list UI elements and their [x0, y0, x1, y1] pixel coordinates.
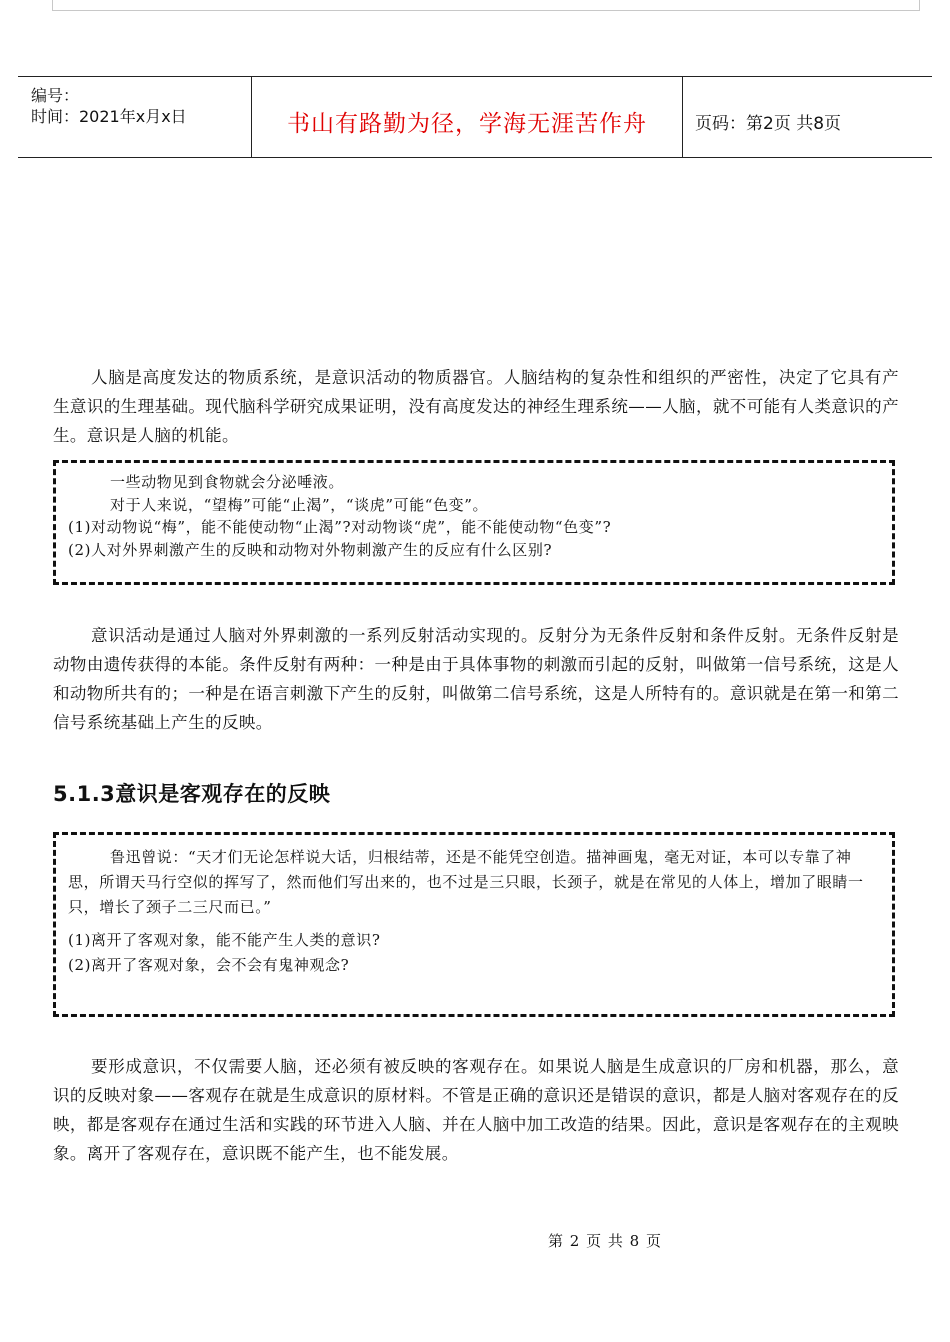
- header-motto-cell: [251, 77, 683, 157]
- paragraph-brain-organ: 人脑是高度发达的物质系统，是意识活动的物质器官。人脑结构的复杂性和组织的严密性，决定了它具有产生意识的生理基础。现代脑科学研究成果证明，没有高度发达的神经生理系统——人脑，就不可能有人类意识的产生。意识是人脑的机能。: [53, 368, 899, 445]
- paragraph-objective-existence: 要形成意识，不仅需要人脑，还必须有被反映的客观存在。如果说人脑是生成意识的厂房和机器，那么，意识的反映对象——客观存在就是生成意识的原材料。不管是正确的意识还是错误的意识，都是人脑对客观存在的反映，都是客观存在通过生活和实践的环节进入人脑、并在人脑中加工改造的结果。因此，意识是客观存在的主观映象。离开了客观存在，意识既不能产生，也不能发展。: [53, 1057, 899, 1163]
- header-motto: 书山有路勤为径，学海无涯苦作舟: [287, 111, 647, 137]
- example-line-human: 对于人来说，“望梅”可能“止渴”，“谈虎”可能“色变”。: [110, 495, 489, 514]
- header-meta-cell: [18, 77, 250, 157]
- example-box-animal-reflex: [53, 460, 895, 585]
- question-2: (2)人对外界刺激产生的反映和动物对外物刺激产生的反应有什么区别?: [68, 540, 553, 559]
- question-1: (1)离开了客观对象，能不能产生人类的意识?: [68, 931, 381, 949]
- document-number-label: 编号：: [31, 86, 80, 105]
- page-footer: 第 2 页 共 8 页: [548, 1232, 662, 1250]
- luxun-quote: 鲁迅曾说：“天才们无论怎样说大话，归根结蒂，还是不能凭空创造。描神画鬼，毫无对证，本可以专靠了神思，所谓天马行空似的挥写了，然而他们写出来的，也不过是三只眼，长颈子，就是在常见的人体上，增加了眼睛一只，增长了颈子二三尺而已。”: [68, 848, 864, 916]
- paragraph-reflex-activity: 意识活动是通过人脑对外界刺激的一系列反射活动实现的。反射分为无条件反射和条件反射。无条件反射是动物由遗传获得的本能。条件反射有两种：一种是由于具体事物的刺激而引起的反射，叫做第一信号系统，这是人和动物所共有的；一种是在语言刺激下产生的反射，叫做第二信号系统，这是人所特有的。意识就是在第一和第二信号系统基础上产生的反映。: [53, 626, 899, 732]
- example-box-luxun-quote: [53, 832, 895, 1017]
- header-page-number: 页码：第2页 共8页: [695, 114, 842, 134]
- section-heading: 5.1.3意识是客观存在的反映: [53, 782, 331, 806]
- header-page-cell: [683, 77, 932, 157]
- question-1: (1)对动物说“梅”，能不能使动物“止渴”?对动物谈“虎”，能不能使动物“色变”?: [68, 518, 612, 536]
- example-line-animal: 一些动物见到食物就会分泌唾液。: [110, 473, 345, 491]
- document-date-label: 时间：2021年x月x日: [31, 107, 187, 126]
- page-header: [18, 76, 932, 158]
- question-2: (2)离开了客观对象，会不会有鬼神观念?: [68, 956, 350, 974]
- top-strip-border: [52, 0, 920, 11]
